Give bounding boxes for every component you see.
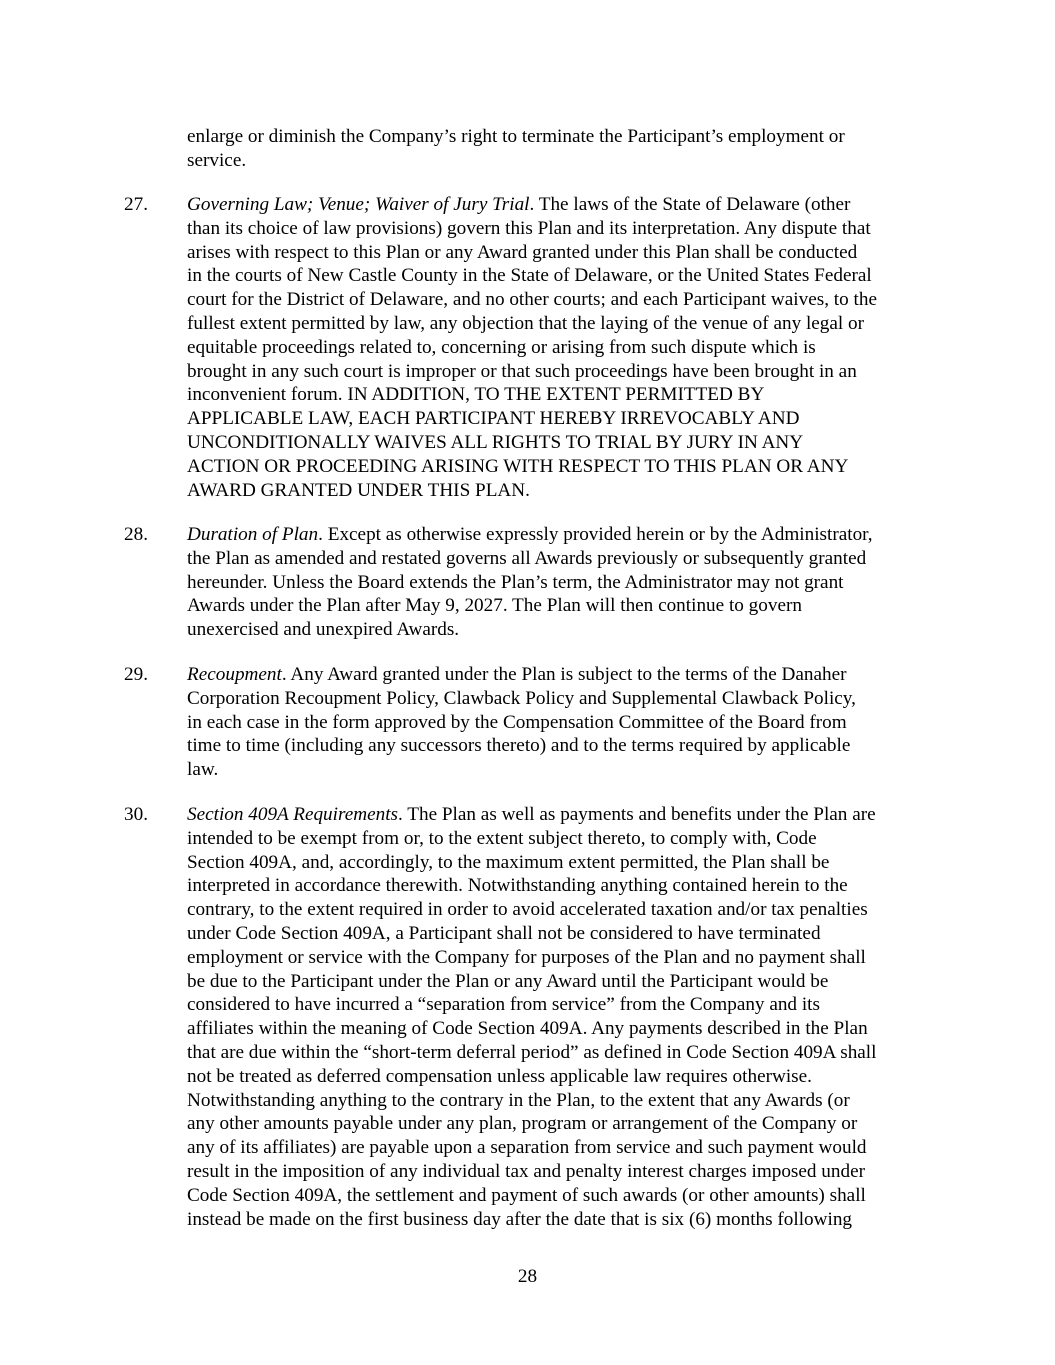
section-text [187,523,937,642]
section-number: 27. [124,194,148,215]
section-body: . The Plan as well as payments and benefits under the Plan are intended to be exempt from or, to the extent subject thereto, to comply with, Code Section 409A, and, accordingly, to the maximum extent permitted, the Plan shall be interpreted in accordance therewith. Notwithstanding anything contained herein to the contrary, to the extent required in order to avoid accelerated taxation and/or tax penalties under Code Section 409A, a Participant shall not be considered to have terminated employment or service with the Company for purposes of the Plan and no payment shall be due to the Participant under the Plan or any Award until the Participant would be considered to have incurred a “separation from service” from the Company and its affiliates within the meaning of Code Section 409A. Any payments described in the Plan that are due within the “short-term deferral period” as defined in Code Section 409A shall not be treated as deferred compensation unless applicable law requires otherwise. Notwithstanding anything to the contrary in the Plan, to the extent that any Awards (or any other amounts payable under any plan, program or arrangement of the Company or any of its affiliates) are payable upon a separation from service and such payment would result in the imposition of any individual tax and penalty interest charges imposed under Code Section 409A, the settlement and payment of such awards (or other amounts) shall instead be made on the first business day after the date that is six (6) months following [187,804,877,1230]
section-heading: Section 409A Requirements [187,804,399,825]
section-text [187,663,937,782]
section-body: . Except as otherwise expressly provided herein or by the Administrator, the Plan as amended and restated governs all Awards previously or subsequently granted hereunder. Unless the Board extends the Plan’s term, the Administrator may not grant Awards under the Plan after May 9, 2027. The Plan will then continue to govern unexercised and unexpired Awards. [187,524,873,641]
section-body: . The laws of the State of Delaware (other than its choice of law provisions) govern this Plan and its interpretation. Any dispute that arises with respect to this Plan or any Award granted under this Plan shall be conducted in the courts of New Castle County in the State of Delaware, or the United States Federal court for the District of Delaware, and no other courts; and each Participant waives, to the fullest extent permitted by law, any objection that the laying of the venue of any legal or equitable proceedings related to, concerning or arising from such dispute which is brought in any such court is improper or that such proceedings have been brought in an inconvenient forum. IN ADDITION, TO THE EXTENT PERMITTED BY APPLICABLE LAW, EACH PARTICIPANT HEREBY IRREVOCABLY AND UNCONDITIONALLY WAIVES ALL RIGHTS TO TRIAL BY JURY IN ANY ACTION OR PROCEEDING ARISING WITH RESPECT TO THIS PLAN OR ANY AWARD GRANTED UNDER THIS PLAN. [187,194,877,501]
section-number: 28. [124,524,148,545]
section-heading: Duration of Plan [187,524,319,545]
page-number: 28 [517,1266,538,1287]
section-text [187,193,937,502]
section-heading: Recoupment [187,664,282,685]
section-body: . Any Award granted under the Plan is subject to the terms of the Danaher Corporation Recoupment Policy, Clawback Policy and Supplemental Clawback Policy, in each case in the form approved by the Compensation Committee of the Board from time to time (including any successors thereto) and to the terms required by applicable law. [187,664,856,781]
section-heading: Governing Law; Venue; Waiver of Jury Trial [187,194,530,215]
section-number: 29. [124,664,148,685]
section-text [187,803,937,1231]
section-number: 30. [124,804,148,825]
continuation-paragraph: enlarge or diminish the Company’s right to terminate the Participant’s employment or service. [187,126,845,171]
